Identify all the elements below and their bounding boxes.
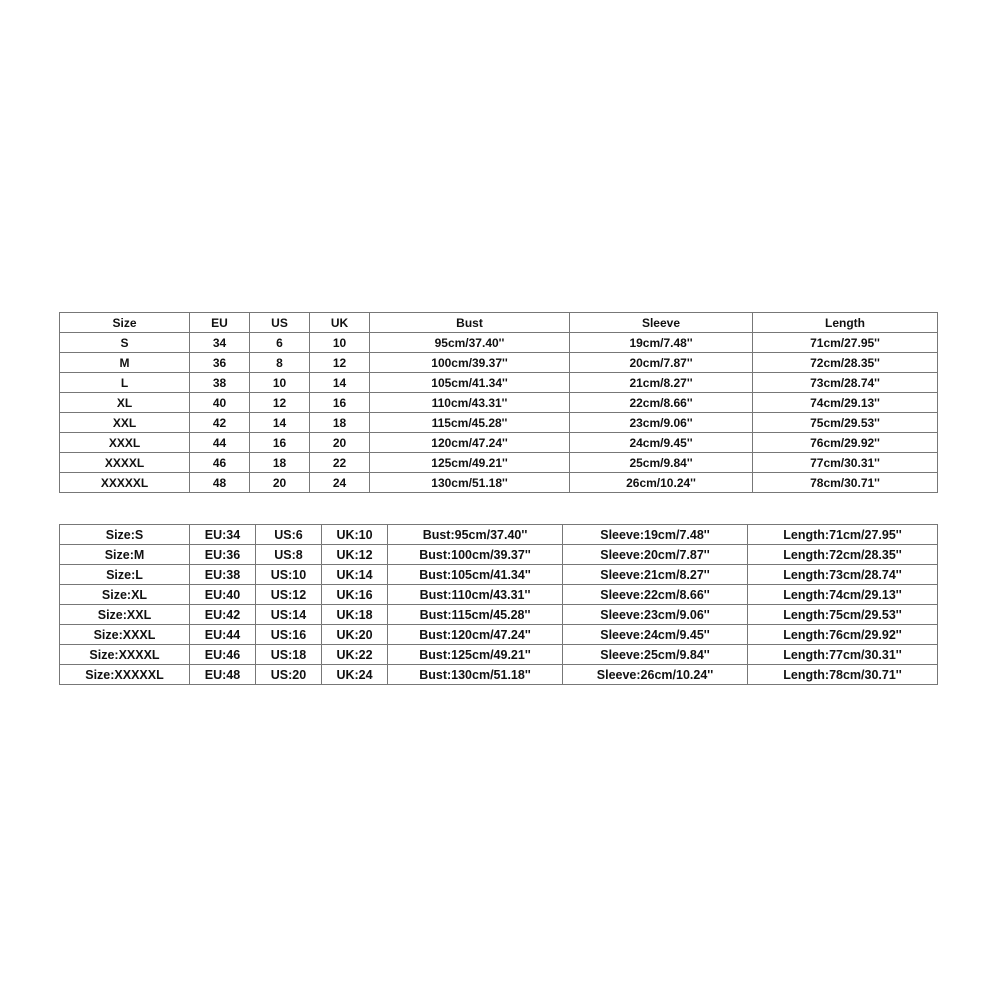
table-cell: EU:42 (190, 605, 256, 625)
column-header: Size (60, 313, 190, 333)
table-row (60, 565, 938, 585)
table-cell: 6 (250, 333, 310, 353)
table-cell: 25cm/9.84'' (570, 453, 753, 473)
table-row (60, 625, 938, 645)
column-header: Length (753, 313, 938, 333)
table-row (60, 525, 938, 545)
table-cell: UK:16 (322, 585, 388, 605)
table-cell: 18 (310, 413, 370, 433)
table-row (60, 433, 938, 453)
table-cell: Size:XXXL (60, 625, 190, 645)
column-header: Sleeve (570, 313, 753, 333)
table-cell: 10 (310, 333, 370, 353)
table-cell: US:6 (256, 525, 322, 545)
column-header: Bust (370, 313, 570, 333)
table-cell: 34 (190, 333, 250, 353)
table-cell: US:16 (256, 625, 322, 645)
table-cell: M (60, 353, 190, 373)
table-cell: US:10 (256, 565, 322, 585)
table-cell: 24cm/9.45'' (570, 433, 753, 453)
table-cell: 48 (190, 473, 250, 493)
table-cell: 73cm/28.74'' (753, 373, 938, 393)
table-cell: 44 (190, 433, 250, 453)
table-cell: Size:L (60, 565, 190, 585)
size-chart-table (59, 312, 938, 493)
table-cell: Length:72cm/28.35'' (748, 545, 938, 565)
table-cell: 72cm/28.35'' (753, 353, 938, 373)
column-header: EU (190, 313, 250, 333)
table-cell: Bust:95cm/37.40'' (388, 525, 563, 545)
table-row (60, 545, 938, 565)
table-cell: 18 (250, 453, 310, 473)
table-cell: 76cm/29.92'' (753, 433, 938, 453)
table-cell: Sleeve:25cm/9.84'' (563, 645, 748, 665)
table-cell: 16 (310, 393, 370, 413)
table-cell: Size:M (60, 545, 190, 565)
table-cell: 115cm/45.28'' (370, 413, 570, 433)
table-cell: UK:14 (322, 565, 388, 585)
table-cell: Bust:100cm/39.37'' (388, 545, 563, 565)
table-cell: Bust:120cm/47.24'' (388, 625, 563, 645)
table-row (60, 605, 938, 625)
table-cell: 38 (190, 373, 250, 393)
table-cell: Size:XXL (60, 605, 190, 625)
table-cell: 21cm/8.27'' (570, 373, 753, 393)
table-cell: S (60, 333, 190, 353)
table-cell: 16 (250, 433, 310, 453)
table-cell: 14 (310, 373, 370, 393)
table-cell: UK:20 (322, 625, 388, 645)
table-cell: 130cm/51.18'' (370, 473, 570, 493)
table-cell: 40 (190, 393, 250, 413)
table-cell: US:20 (256, 665, 322, 685)
table-cell: Sleeve:21cm/8.27'' (563, 565, 748, 585)
table-cell: US:14 (256, 605, 322, 625)
table-cell: 23cm/9.06'' (570, 413, 753, 433)
table-cell: L (60, 373, 190, 393)
table-cell: Bust:115cm/45.28'' (388, 605, 563, 625)
table-cell: UK:18 (322, 605, 388, 625)
table-row (60, 413, 938, 433)
table-cell: 20 (250, 473, 310, 493)
table-cell: XXXXL (60, 453, 190, 473)
table-cell: 22 (310, 453, 370, 473)
table-cell: 95cm/37.40'' (370, 333, 570, 353)
table-cell: Sleeve:23cm/9.06'' (563, 605, 748, 625)
table-cell: EU:48 (190, 665, 256, 685)
table-cell: 110cm/43.31'' (370, 393, 570, 413)
table-cell: UK:22 (322, 645, 388, 665)
table-cell: Length:74cm/29.13'' (748, 585, 938, 605)
table-cell: 12 (250, 393, 310, 413)
table-cell: US:18 (256, 645, 322, 665)
table-cell: 77cm/30.31'' (753, 453, 938, 473)
column-header: UK (310, 313, 370, 333)
table-cell: 19cm/7.48'' (570, 333, 753, 353)
table-cell: Sleeve:24cm/9.45'' (563, 625, 748, 645)
table-cell: EU:38 (190, 565, 256, 585)
table-cell: 8 (250, 353, 310, 373)
size-chart-labeled-table (59, 524, 938, 685)
table-cell: Size:XXXXL (60, 645, 190, 665)
table-cell: 71cm/27.95'' (753, 333, 938, 353)
table-cell: Length:73cm/28.74'' (748, 565, 938, 585)
table-cell: EU:46 (190, 645, 256, 665)
table-cell: 12 (310, 353, 370, 373)
table-cell: 100cm/39.37'' (370, 353, 570, 373)
table-cell: 24 (310, 473, 370, 493)
table-cell: 105cm/41.34'' (370, 373, 570, 393)
table-cell: UK:24 (322, 665, 388, 685)
table-cell: 75cm/29.53'' (753, 413, 938, 433)
table-cell: XXXL (60, 433, 190, 453)
table-row (60, 333, 938, 353)
table-cell: 20 (310, 433, 370, 453)
table-cell: 20cm/7.87'' (570, 353, 753, 373)
table-cell: Bust:130cm/51.18'' (388, 665, 563, 685)
table-cell: Size:XL (60, 585, 190, 605)
table-cell: 22cm/8.66'' (570, 393, 753, 413)
table-cell: EU:44 (190, 625, 256, 645)
table-cell: 120cm/47.24'' (370, 433, 570, 453)
table-cell: 14 (250, 413, 310, 433)
table-cell: 10 (250, 373, 310, 393)
table-row (60, 473, 938, 493)
table-cell: Length:77cm/30.31'' (748, 645, 938, 665)
table-row (60, 353, 938, 373)
table-cell: EU:36 (190, 545, 256, 565)
column-header: US (250, 313, 310, 333)
table-cell: Bust:125cm/49.21'' (388, 645, 563, 665)
table-cell: Size:XXXXXL (60, 665, 190, 685)
table-cell: 74cm/29.13'' (753, 393, 938, 413)
table-row (60, 453, 938, 473)
table-cell: UK:10 (322, 525, 388, 545)
header-row (60, 313, 938, 333)
table-row (60, 373, 938, 393)
table-cell: 78cm/30.71'' (753, 473, 938, 493)
table-cell: Length:76cm/29.92'' (748, 625, 938, 645)
table-cell: EU:34 (190, 525, 256, 545)
table-cell: XXL (60, 413, 190, 433)
table-cell: Length:78cm/30.71'' (748, 665, 938, 685)
table-row (60, 585, 938, 605)
table-cell: UK:12 (322, 545, 388, 565)
table-cell: 46 (190, 453, 250, 473)
table-row (60, 393, 938, 413)
table-cell: Sleeve:19cm/7.48'' (563, 525, 748, 545)
table-row (60, 665, 938, 685)
table-cell: US:12 (256, 585, 322, 605)
table-cell: Sleeve:26cm/10.24'' (563, 665, 748, 685)
table-cell: Length:71cm/27.95'' (748, 525, 938, 545)
table-cell: Bust:110cm/43.31'' (388, 585, 563, 605)
table-cell: Sleeve:20cm/7.87'' (563, 545, 748, 565)
table-cell: Bust:105cm/41.34'' (388, 565, 563, 585)
table-cell: US:8 (256, 545, 322, 565)
table-row (60, 645, 938, 665)
table-cell: Sleeve:22cm/8.66'' (563, 585, 748, 605)
table-cell: EU:40 (190, 585, 256, 605)
table-cell: Size:S (60, 525, 190, 545)
table-cell: XXXXXL (60, 473, 190, 493)
table-cell: 36 (190, 353, 250, 373)
table-cell: Length:75cm/29.53'' (748, 605, 938, 625)
table-cell: 42 (190, 413, 250, 433)
table-cell: 125cm/49.21'' (370, 453, 570, 473)
table-cell: 26cm/10.24'' (570, 473, 753, 493)
table-cell: XL (60, 393, 190, 413)
